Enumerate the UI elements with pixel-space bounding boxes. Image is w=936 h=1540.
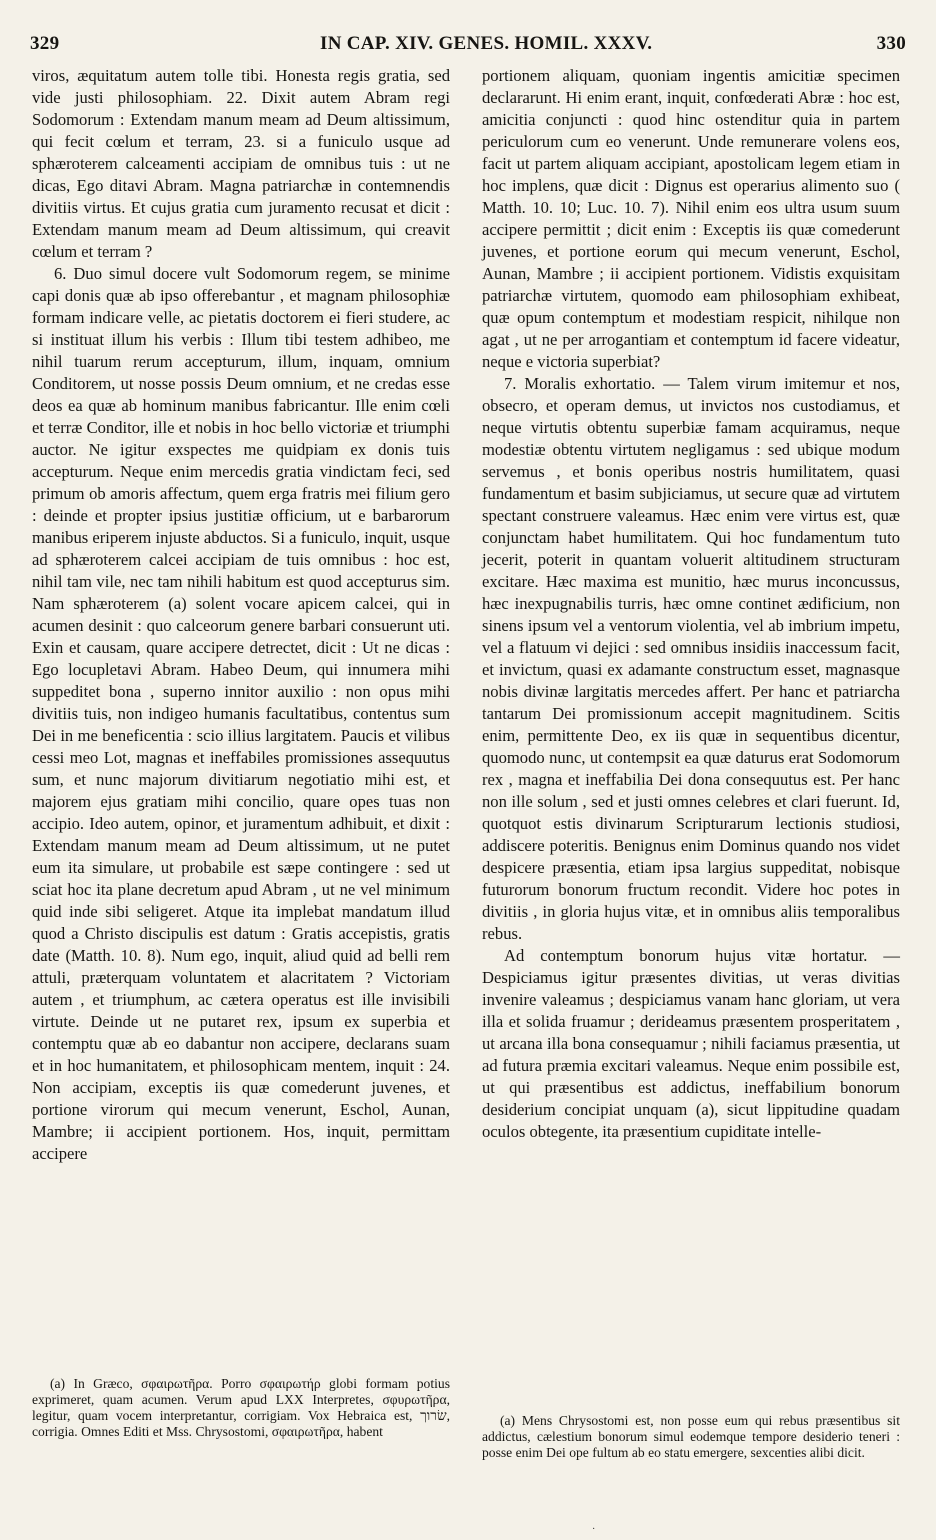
page-number-right: 330 — [876, 33, 906, 54]
right-column — [482, 65, 900, 1143]
signature-mark: · — [592, 1524, 596, 1535]
footnote-left — [32, 1376, 450, 1440]
left-column — [32, 65, 450, 1165]
footnote-text: (a) In Græco, σφαιρωτῆρα. Porro σφαιρωτήρ globi formam potius exprimeret, quam acumen. Verum apud LXX Interpretes, σφυρωτῆρα, legitur, quam vocem interpretantur, corrigiam. Vox Hebraica est, שׂרוך, corrigia. Omnes Editi et Mss. Chrysostomi, σφαιρωτῆρα, habent — [32, 1376, 450, 1439]
paragraph: Ad contemptum bonorum hujus vitæ hortatur. — Despiciamus igitur præsentes divitias, ut veras divitias invenire valeamus ; despiciamus vanam hanc gloriam, ut vera illa et solida fruamur ; derideamus præsentem prosperitatem , ut arcana illa bona consequamur ; nihili faciamus præsentia, ut ad futura præmia excitari valeamus. Neque enim possibile est, ut qui præsentibus est addictus, ineffabilium bonorum desiderium concipiat unquam (a), sicut lippitudine quadam oculos obtegente, ita præsentium cupiditate intelle- — [482, 946, 900, 1141]
running-title: IN CAP. XIV. GENES. HOMIL. XXXV. — [320, 33, 653, 54]
paragraph: 7. Moralis exhortatio. — Talem virum imitemur et nos, obsecro, et operam demus, ut invictos nos custodiamus, et neque virtutis obtentu superbiæ famam acquiramus, neque modestiæ obtentu virtutem negligamus : sed ubique modum servemus , et bonis operibus nostris humilitatem, quasi fundamentum et basim subjiciamus, ut secure quæ ad virtutem spectant construere valeamus. Hæc enim vere virtus est, quæ conjunctam habet humilitatem. Qui hoc fundamentum tuto jecerit, poterit in quantam voluerit altitudinem structuram excitare. Hæc maxima est munitio, hæc murus inconcussus, hæc inexpugnabilis turris, hæc omne continet ædificium, non sinens ipsum vel a ventorum violentia, vel ab imbrium impetu, vel a flatuum vi dejici : sed omnibus insidiis inaccessum facit, et invictum, quasi ex adamante constructum esset, magnasque nobis divinæ largitatis mercedes affert. Per hanc et patriarcha tantarum Dei promissionum accepit magnitudinem. Scitis enim, permittente Deo, ex iis quæ in sequentibus dicentur, quomodo nunc, ut contempsit ea quæ daturus erat Sodomorum rex , magna et ineffabilia Dei dona consequutus est. Per hanc non ille solum , sed et justi omnes celebres et clari fuerunt. Id, quotquot estis divinarum Scripturarum lectionis studiosi, addiscere poteritis. Benignus enim Dominus quando nos videt despicere præsentia, etiam ipsa largius suppeditat, nobisque futurorum bonorum fructum recondit. Videre hoc potes in divitiis , in gloria hujus vitæ, et in omnibus aliis temporalibus rebus. — [482, 374, 900, 943]
footnote-right — [482, 1413, 900, 1461]
running-header — [30, 33, 906, 57]
page-number-left: 329 — [30, 33, 60, 54]
paragraph: viros, æquitatum autem tolle tibi. Honesta regis gratia, sed vide justi philosophiam. 22. Dixit autem Abram regi Sodomorum : Extendam manum meam ad Deum altissimum, qui fecit cœlum et terram, 23. si a funiculo usque ad sphæroterem calceamenti accipiam de omnibus tuis : ut ne dicas, Ego ditavi Abram. Magna patriarchæ in contemnendis divitiis virtus. Et cujus gratia cum juramento recusat et dicit : Extendam manum meam ad Deum altissimum, qui creavit cœlum et terram ? — [32, 66, 450, 261]
paragraph: 6. Duo simul docere vult Sodomorum regem, se minime capi donis quæ ab ipso offerebantur , et magnam philosophiæ formam indicare velle, ac pietatis doctorem ei fieri studere, ac si instituat illum his verbis : Illum tibi testem adhibeo, me nihil tuarum rerum accepturum, illum, inquam, omnium Conditorem, ut nosse possis Deum omnium, et ne credas esse deos ea quæ ab hominum manibus fabricantur. Ille enim cœli et terræ Conditor, ille et nobis in hoc bello victoriæ et triumphi auctor. Ne igitur exspectes me quidpiam ex donis tuis accepturum. Neque enim mercedis gratia vindictam feci, sed primum ob amoris affectum, quem erga fratris mei filium gero : deinde et propter ipsius justitiæ officium, ut e barbarorum manibus eriperem injuste abductos. Si a funiculo, inquit, usque ad sphæroterem calcei accipiam de tuis omnibus : hoc est, nihil tam vile, nec tam nihili habitum est quod accepturus sim. Nam sphæroterem (a) solent vocare apicem calcei, qui in acumen desinit : quo calceorum genere barbari consuerunt uti. Exin et causam, quare accipere detrectet, dicit : Ut ne dicas : Ego locupletavi Abram. Habeo Deum, qui innumera mihi suppeditet bona , superno innitor auxilio : non opus mihi divitiis tuis, non indigeo humanis facultatibus, contentus sum Dei in me beneficentia : scio illius largitatem. Paucis et vilibus cessi meo Lot, magnas et ineffabiles promissiones assequutus sum, et nunc majorum divitiarum negotiatio mihi est, et majorem ejus gratiam mihi concilio, quare opes tuas non accipio. Ideo autem, opinor, et juramentum adhibuit, et dixit : Extendam manum meam ad Deum altissimum, ut ne putet eum ita simulare, ut probabile est sæpe contingere : sed ut sciat hoc ita plane decretum apud Abram , ut ne vel minimum quid inde sibi seligeret. Atque ita implebat mandatum illud quod a Christo discipulis est datum : Gratis accepistis, gratis date (Matth. 10. 8). Num ego, inquit, aliud quid ad belli rem attuli, præterquam voluntatem et alacritatem ? Victoriam autem , et triumphum, ac cætera operatus est ille invisibili virtute. Deinde ut ne putaret rex, ipsum ex superbia et contemptu quæ ab eo dabantur non accipere, declarans suam et in hoc humanitatem, et philosophicam mentem, inquit : 24. Non accipiam, exceptis iis quæ comederunt juvenes, et portione virorum qui mecum venerunt, Eschol, Aunan, Mambre; ii accipient portionem. Hos, inquit, permittam accipere — [32, 264, 450, 1163]
paragraph: portionem aliquam, quoniam ingentis amicitiæ specimen declararunt. Hi enim erant, inquit, confœderati Abræ : hoc est, amicitia conjuncti : quod hinc ostenditur quia in partem periculorum cum eo venerunt. Unde remunerare volens eos, facit ut partem aliquam accipiant, apostolicam legem etiam in hoc implens, quæ dicit : Dignus est operarius alimento suo ( Matth. 10. 10; Luc. 10. 7). Nihil enim eos ultra usum suum accipere permittit ; dicit enim : Exceptis iis quæ comederunt juvenes, et portione eorum qui mecum venerunt, Eschol, Aunan, Mambre ; ii accipient portionem. Vidistis exquisitam patriarchæ virtutem, quomodo eam philosophiam exhibeat, quæ opum contemptum et modestiam respicit, nihilque non agat , ut ne per arrogantiam et contemptum id facere videatur, neque e victoria superbiat? — [482, 66, 900, 371]
footnote-text: (a) Mens Chrysostomi est, non posse eum qui rebus præsentibus sit addictus, cælestium bonorum simul eodemque tempore desiderio teneri : posse enim Dei ope fultum ab eo statu emergere, sexcenties alibi dicit. — [482, 1413, 900, 1460]
